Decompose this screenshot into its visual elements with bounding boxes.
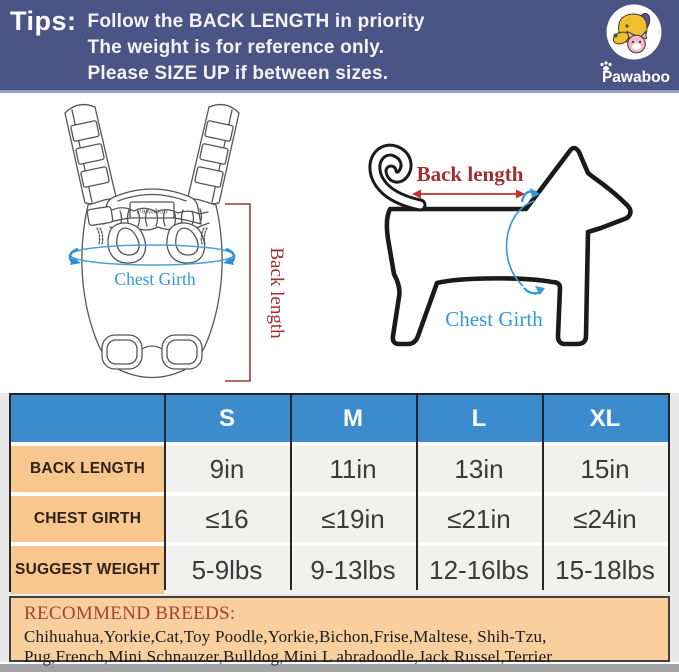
dog-back-length-label: Back length [416,162,524,186]
pawaboo-logo [594,2,674,90]
carrier-brand-tag: Pawaboo [136,206,168,216]
dog-diagram [330,111,679,391]
breeds-line-2: Pug,French,Mini Schnauzer,Bulldog,Mini L abradoodle,Jack Russel,Terrier [24,646,553,666]
logo-wordmark: Pawaboo [601,69,671,86]
breeds-heading: RECOMMEND BREEDS: [24,603,236,624]
tips-banner [0,0,679,93]
suggest-weight-m: 9-13lbs [290,546,416,594]
table-column-divider [164,395,166,590]
chest-girth-s: ≤16 [164,496,290,542]
header-size-l: L [416,395,542,442]
header-size-s: S [164,395,290,442]
chest-girth-m: ≤19in [290,496,416,542]
suggest-weight-l: 12-16lbs [416,546,542,594]
carrier-back-length-label: Back length [266,247,287,339]
tips-text [88,9,425,87]
back-length-l: 13in [416,446,542,492]
header-empty-cell [11,395,164,442]
dog-chest-girth-label: Chest Girth [445,307,543,331]
carrier-chest-girth-label: Chest Girth [114,269,196,289]
carrier-band-buckle [87,206,113,226]
tips-title: Tips: [10,6,77,36]
measuring-diagrams [0,93,679,393]
breeds-line-1: Chihuahua,Yorkie,Cat,Toy Poodle,Yorkie,Bichon,Frise,Maltese, Shih-Tzu, [24,627,547,646]
suggest-weight-xl: 15-18lbs [542,546,668,594]
back-length-s: 9in [164,446,290,492]
size-table [9,393,670,592]
row-label-suggest-weight: SUGGEST WEIGHT [11,546,164,594]
row-label-chest-girth: CHEST GIRTH [11,496,164,542]
dog-back-length-arrow [412,190,525,199]
size-chart-area [0,393,679,666]
tips-line-1: Follow the BACK LENGTH in priority [87,11,425,32]
table-column-divider [416,395,418,590]
chest-girth-l: ≤21in [416,496,542,542]
back-length-xl: 15in [542,446,668,492]
suggest-weight-s: 5-9lbs [164,546,290,594]
tips-line-3: Please SIZE UP if between sizes. [87,63,389,84]
dog-tail [375,150,420,205]
row-label-back-length: BACK LENGTH [11,446,164,492]
table-column-divider [290,395,292,590]
table-column-divider [542,395,544,590]
back-length-m: 11in [290,446,416,492]
carrier-back-length-bracket [225,204,250,381]
tips-line-2: The weight is for reference only. [87,37,385,58]
recommend-breeds-box [9,596,670,666]
header-size-m: M [290,395,416,442]
chest-girth-xl: ≤24in [542,496,668,542]
carrier-diagram [40,97,290,393]
header-size-xl: XL [542,395,668,442]
